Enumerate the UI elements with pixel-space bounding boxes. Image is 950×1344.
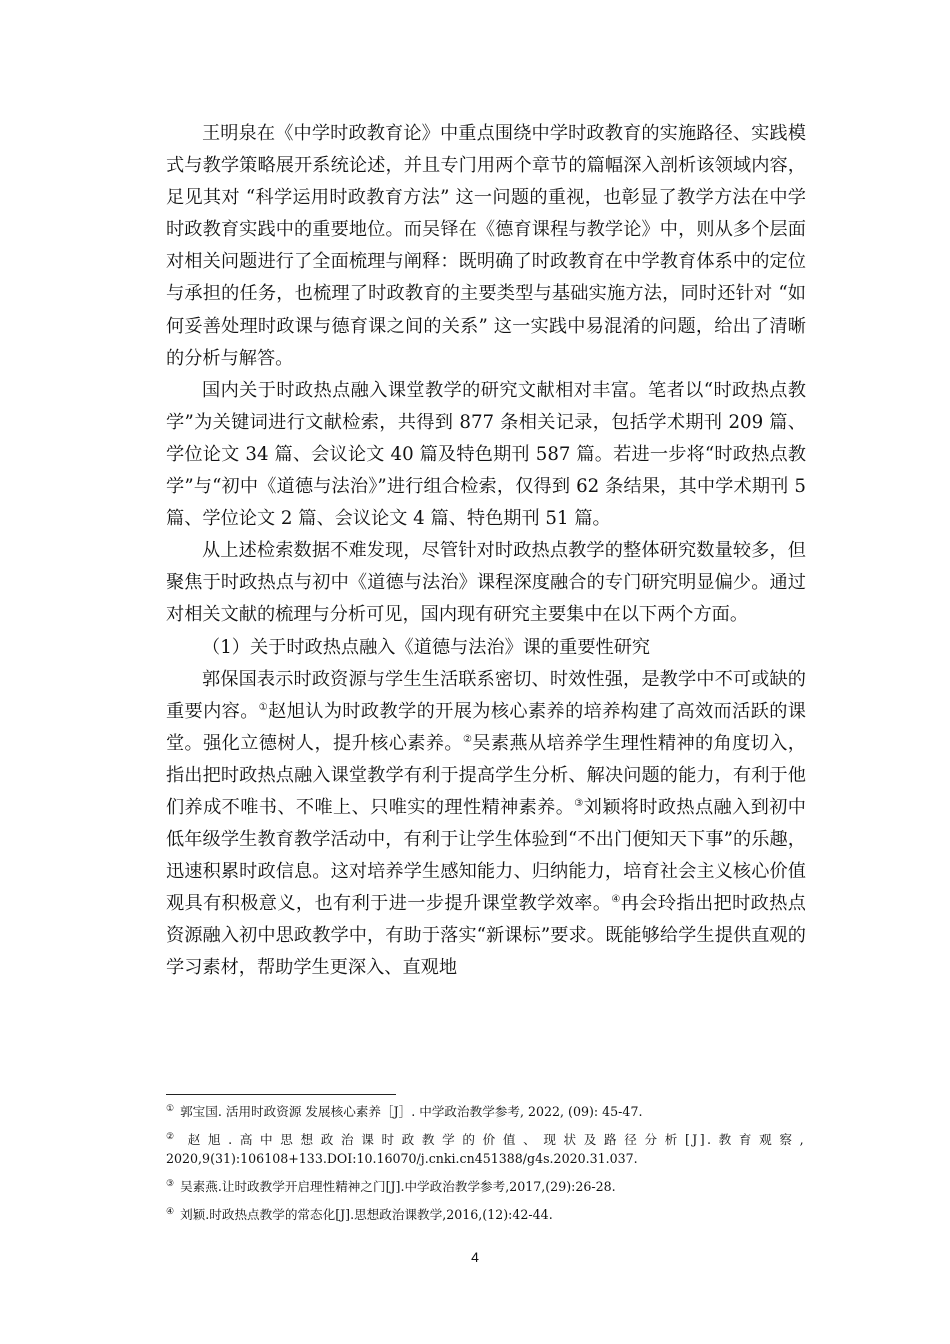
footnote-ref-3: ③ xyxy=(574,797,584,809)
footnote-text-2b: 2020,9(31):106108+133.DOI:10.16070/j.cnki.cn451388/g4s.2020.31.037. xyxy=(166,1151,638,1166)
footnote-2-line-2 xyxy=(166,1149,806,1168)
sentence-liu: 刘颖将时政热点融入到初中低年级学生教育教学活动中，有利于让学生体验到“不出门便知天下事”的乐趣，迅速积累时政信息。这对培养学生感知能力、归纳能力，培育社会主义核心价值观具有积极意义，也有利于进一步提升课堂教学效率。 xyxy=(166,796,806,915)
footnote-ref-1: ① xyxy=(258,701,269,713)
sentence-zhao: 赵旭认为时政教学的开展为核心素养的培养构建了高效而活跃的课堂。强化立德树人，提升核心素养。 xyxy=(166,700,806,754)
paragraph-search-analysis: 从上述检索数据不难发现，尽管针对时政热点教学的整体研究数量较多，但聚焦于时政热点与初中《道德与法治》课程深度融合的专门研究明显偏少。通过对相关文献的梳理与分析可见，国内现有研究主要集中在以下两个方面。 xyxy=(166,540,806,626)
footnote-4 xyxy=(166,1205,806,1224)
footnote-1 xyxy=(166,1102,806,1121)
footnote-mark-3: ③ xyxy=(166,1179,175,1189)
body-text xyxy=(166,118,806,985)
footnote-text-3: 吴素燕.让时政教学开启理性精神之门[J].中学政治教学参考,2017,(29):26-28. xyxy=(180,1179,616,1194)
footnote-text-1: 郭宝国. 活用时政资源 发展核心素养［J］. 中学政治教学参考, 2022, (09): 45-47. xyxy=(180,1104,643,1119)
footnote-2 xyxy=(166,1130,806,1168)
footnote-ref-2: ② xyxy=(462,733,473,745)
page-number: 4 xyxy=(471,1249,479,1265)
sentence-guo: 郭保国表示时政资源与学生生活联系密切、时效性强，是教学中不可或缺的重要内容。 xyxy=(166,668,806,722)
paragraph-literature-review: 王明泉在《中学时政教育论》中重点围绕中学时政教育的实施路径、实践模式与教学策略展开系统论述，并且专门用两个章节的篇幅深入剖析该领域内容，足见其对 “科学运用时政教育方法” 这一问题的重视，也彰显了教学方法在中学时政教育实践中的重要地位。而吴铎在《德育课程与教学论》中，则从多个层面对相关问题进行了全面梳理与阐释：既明确了时政教育在中学教育体系中的定位与承担的任务，也梳理了时政教育的主要类型与基础实施方法，同时还针对 “如何妥善处理时政课与德育课之间的关系” 这一实践中易混淆的问题，给出了清晰的分析与解答。 xyxy=(166,123,806,369)
footnote-ref-4: ④ xyxy=(611,894,621,906)
footnote-mark-4: ④ xyxy=(166,1207,175,1217)
footnote-2-line-1 xyxy=(166,1130,806,1149)
footnote-text-4: 刘颖.时政热点教学的常态化[J].思想政治课教学,2016,(12):42-44. xyxy=(180,1207,553,1222)
footnote-mark-2: ② xyxy=(166,1132,182,1142)
footnote-text-2a: 赵旭.高中思想政治课时政教学的价值、现状及路径分析[J].教育观察, xyxy=(187,1132,806,1147)
section-subheading: （1）关于时政热点融入《道德与法治》课的重要性研究 xyxy=(202,636,651,658)
sentence-ran: 冉会玲指出把时政热点资源融入初中思政教学中，有助于落实“新课标”要求。既能够给学生提供直观的学习素材，帮助学生更深入、直观地 xyxy=(166,893,806,979)
footnote-3 xyxy=(166,1177,806,1196)
footnote-separator xyxy=(166,1094,396,1095)
paragraph-search-statistics: 国内关于时政热点融入课堂教学的研究文献相对丰富。笔者以“时政热点教学”为关键词进行文献检索，共得到 877 条相关记录，包括学术期刊 209 篇、学位论文 34 篇、会议论文 40 篇及特色期刊 587 篇。若进一步将“时政热点教学”与“初中《道德与法治》”进行组合检索，仅得到 62 条结果，其中学术期刊 5 篇、学位论文 2 篇、会议论文 4 篇、特色期刊 51 篇。 xyxy=(166,379,806,530)
footnote-mark-1: ① xyxy=(166,1104,175,1114)
paragraph-importance-research xyxy=(166,664,806,985)
footnotes xyxy=(166,1102,806,1233)
sentence-wu: 吴素燕从培养学生理性精神的角度切入，指出把时政热点融入课堂教学有利于提高学生分析、解决问题的能力，有利于他们养成不唯书、不唯上、只唯实的理性精神素养。 xyxy=(166,732,806,818)
